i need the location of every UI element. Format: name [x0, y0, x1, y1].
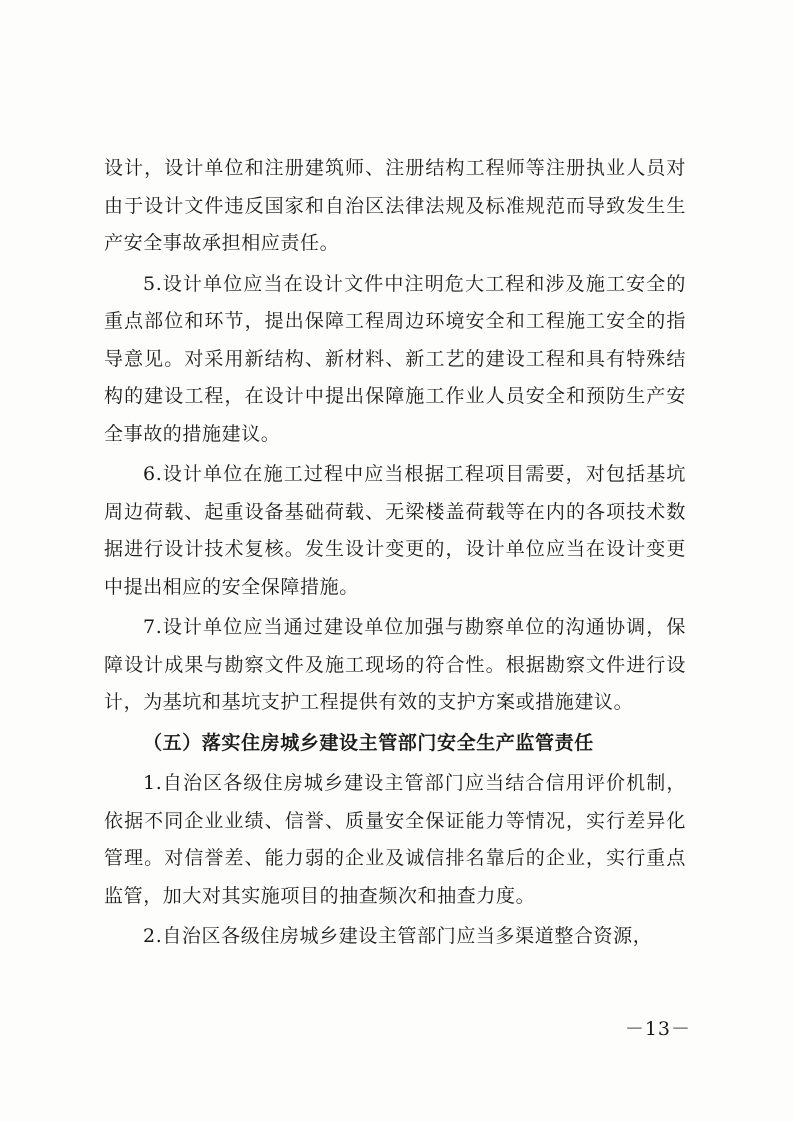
paragraph-continuation: 设计，设计单位和注册建筑师、注册结构工程师等注册执业人员对由于设计文件违反国家和自治区法律法规及标准规范而导致发生生产安全事故承担相应责任。	[104, 157, 686, 254]
paragraph-item-7: 7.设计单位应当通过建设单位加强与勘察单位的沟通协调，保障设计成果与勘察文件及施工现场的符合性。根据勘察文件进行设计，为基坑和基坑支护工程提供有效的支护方案或措施建议。	[104, 616, 686, 713]
paragraph-item-6: 6.设计单位在施工过程中应当根据工程项目需要，对包括基坑周边荷载、起重设备基础荷载、无梁楼盖荷载等在内的各项技术数据进行设计技术复核。发生设计变更的，设计单位应当在设计变更中提出相应的安全保障措施。	[104, 463, 686, 598]
paragraph-item-5: 5.设计单位应当在设计文件中注明危大工程和涉及施工安全的重点部位和环节，提出保障工程周边环境安全和工程施工安全的指导意见。对采用新结构、新材料、新工艺的建设工程和具有特殊结构的建设工程，在设计中提出保障施工作业人员安全和预防生产安全事故的措施建议。	[104, 272, 686, 445]
section-heading: （五）落实住房城乡建设主管部门安全生产监管责任	[143, 731, 594, 754]
paragraph-section-item-2: 2.自治区各级住房城乡建设主管部门应当多渠道整合资源，	[143, 925, 653, 947]
document-body	[104, 150, 686, 959]
page-number: －13－	[624, 1018, 691, 1040]
paragraph-section-item-1: 1.自治区各级住房城乡建设主管部门应当结合信用评价机制，依据不同企业业绩、信誉、质量安全保证能力等情况，实行差异化管理。对信誉差、能力弱的企业及诚信排名靠后的企业，实行重点监管，加大对其实施项目的抽查频次和抽查力度。	[104, 772, 686, 907]
